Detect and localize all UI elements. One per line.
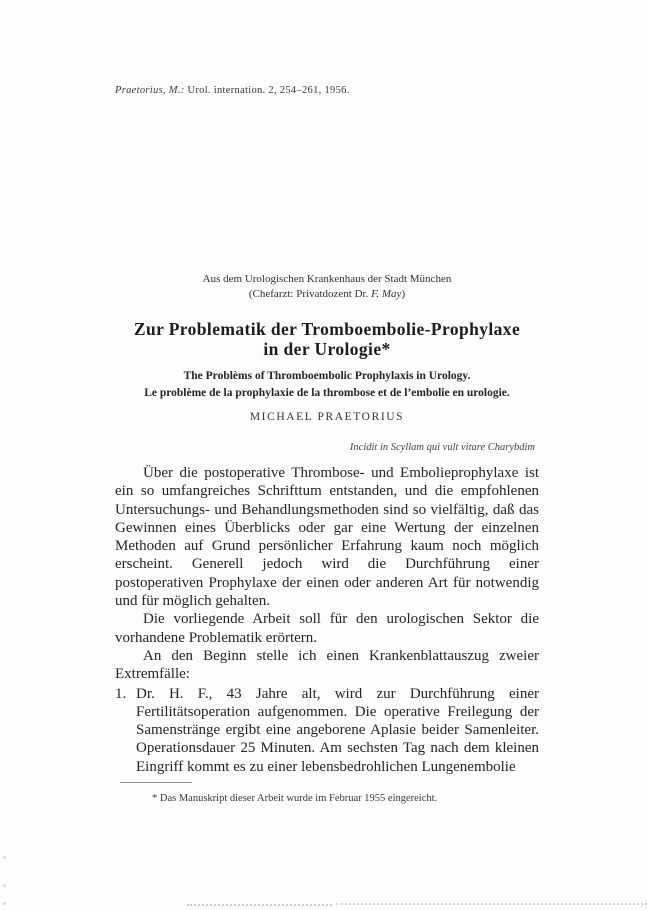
paragraph: Über die postoperative Thrombose- und Embolieprophylaxe ist ein so umfangreiches Schrifttum entstanden, und die empfohlenen Untersuchungs- und Behandlungsmethoden sind so vielfältig, daß das Gewinnen eines Überblicks oder gar eine Wertung der einzelnen Methoden auf Grund persönlicher Erfahrung kaum noch möglich erscheint. Generell jedoch wird die Durchführung einer postoperativen Prophylaxe der einen oder anderen Art für notwendig und für möglich gehalten. — [115, 465, 539, 610]
list-marker: 1. — [115, 685, 127, 702]
footnote: * Das Manuskript dieser Arbeit wurde im Februar 1955 eingereicht. — [152, 793, 438, 804]
chief-physician-line — [115, 287, 539, 302]
scan-artifact-dots — [336, 903, 647, 905]
subtitle-french: Le problème de la prophylaxie de la thrombose et de l’embolie en urologie. — [144, 386, 510, 399]
chief-physician-name: F. May — [371, 287, 402, 300]
institution-block — [115, 272, 539, 301]
translated-subtitles — [60, 368, 594, 401]
case-list-item — [115, 685, 539, 776]
subtitle-english: The Problèms of Thromboembolic Prophylaxis in Urology. — [183, 370, 471, 382]
article-title — [95, 319, 559, 359]
institution-line: Aus dem Urologischen Krankenhaus der Stadt München — [202, 273, 452, 285]
scan-artifact-speck — [3, 856, 6, 859]
chief-physician-prefix: (Chefarzt: Privatdozent Dr. — [248, 287, 372, 300]
citation-author: Praetorius, M.: — [115, 85, 185, 96]
journal-citation — [115, 85, 350, 96]
paragraph: Die vorliegende Arbeit soll für den urologischen Sektor die vorhandene Problematik erörtern. — [115, 611, 539, 646]
title-line-1: Zur Problematik der Tromboembolie-Prophylaxe — [133, 319, 521, 339]
case-list-item-text: Dr. H. F., 43 Jahre alt, wird zur Durchführung einer Fertilitätsoperation aufgenommen. Die operative Freilegung der Samenstränge ergibt eine angeborene Aplasie beider Samenleiter. Operationsdauer 25 Minuten. Am sechsten Tag nach dem kleinen Eingriff kommt es zu einer lebensbedrohlichen Lungenembolie — [136, 685, 539, 775]
scan-artifact-dots — [187, 904, 332, 906]
epigraph: Incidit in Scyllam qui vult vitare Charybdim — [349, 442, 535, 453]
citation-reference: Urol. internation. 2, 254–261, 1956. — [184, 85, 350, 96]
chief-physician-suffix: ) — [401, 287, 406, 300]
title-line-2: in der Urologie* — [263, 339, 391, 359]
paragraph: An den Beginn stelle ich einen Krankenblattauszug zweier Extremfälle: — [115, 647, 539, 683]
author-name: MICHAEL PRAETORIUS — [249, 411, 405, 423]
article-body — [115, 464, 539, 776]
case-report-list — [115, 685, 539, 776]
footnote-rule — [120, 782, 192, 783]
scan-artifact-speck — [3, 902, 6, 905]
scan-artifact-speck — [3, 884, 6, 887]
